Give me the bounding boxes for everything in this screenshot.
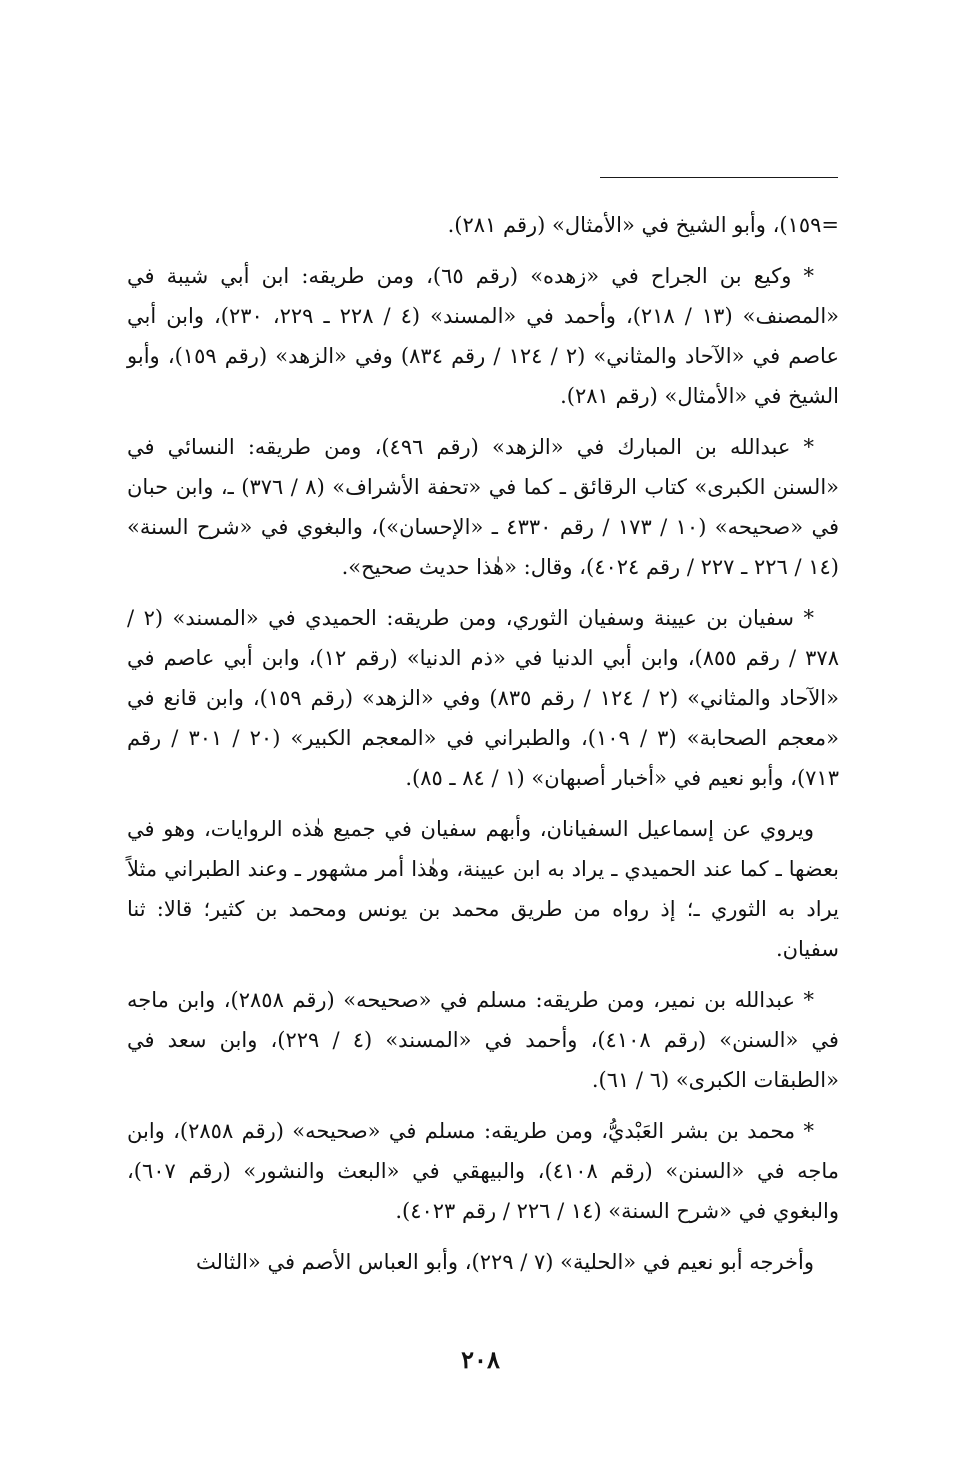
footnotes-block (127, 205, 839, 1282)
footnote-paragraph-2: * وكيع بن الجراح في «زهده» (رقم ٦٥)، ومن طريقه: ابن أبي شيبة في «المصنف» (١٣ / ٢١٨)، وأحمد في «المسند» (٤ / ٢٢٨ ـ ٢٢٩، ٢٣٠)، وابن أبي عاصم في «الآحاد والمثاني» (٢ / ١٢٤ / رقم ٨٣٤) وفي «الزهد» (رقم ١٥٩)، وأبو الشيخ في «الأمثال» (رقم ٢٨١). (127, 264, 839, 408)
footnote-paragraph-4: * سفيان بن عيينة وسفيان الثوري، ومن طريقه: الحميدي في «المسند» (٢ / ٣٧٨ / رقم ٨٥٥)، وابن أبي الدنيا في «ذم الدنيا» (رقم ١٢)، وابن أبي عاصم في «الآحاد والمثاني» (٢ / ١٢٤ / رقم ٨٣٥) وفي «الزهد» (رقم ١٥٩)، وابن قانع في «معجم الصحابة» (٣ / ١٠٩)، والطبراني في «المعجم الكبير» (٢٠ / ٣٠١ / رقم ٧١٣)، وأبو نعيم في «أخبار أصبهان» (١ / ٨٤ ـ ٨٥). (127, 606, 839, 790)
footnote-paragraph-5: ويروي عن إسماعيل السفيانان، وأبهم سفيان في جميع هٰذه الروايات، وهو في بعضها ـ كما عند الحميدي ـ يراد به ابن عيينة، وهٰذا أمر مشهور ـ وعند الطبراني مثلاً يراد به الثوري ـ؛ إذ رواه من طريق محمد بن يونس ومحمد بن كثير؛ قالا: ثنا سفيان. (127, 817, 839, 961)
footnote-separator-rule (600, 177, 838, 178)
page-number: ٢٠٨ (461, 1345, 500, 1374)
footnote-paragraph-7: * محمد بن بشر العَبْديُّ، ومن طريقه: مسلم في «صحيحه» (رقم ٢٨٥٨)، وابن ماجه في «السنن» (رقم ٤١٠٨)، والبيهقي في «البعث والنشور» (رقم ٦٠٧)، والبغوي في «شرح السنة» (١٤ / ٢٢٦ / رقم ٤٠٢٣). (127, 1119, 839, 1223)
footnote-paragraph-3: * عبدالله بن المبارك في «الزهد» (رقم ٤٩٦)، ومن طريقه: النسائي في «السنن الكبرى» كتاب الرقائق ـ كما في «تحفة الأشراف» (٨ / ٣٧٦) ـ، وابن حبان في «صحيحه» (١٠ / ١٧٣ / رقم ٤٣٣٠ ـ «الإحسان»)، والبغوي في «شرح السنة» (١٤ / ٢٢٦ ـ ٢٢٧ / رقم ٤٠٢٤)، وقال: «هٰذا حديث صحيح». (127, 435, 840, 579)
footnote-paragraph-8: وأخرجه أبو نعيم في «الحلية» (٧ / ٢٢٩)، وأبو العباس الأصم في «الثالث (195, 1250, 814, 1274)
footnote-paragraph-6: * عبدالله بن نمير، ومن طريقه: مسلم في «صحيحه» (رقم ٢٨٥٨)، وابن ماجه في «السنن» (رقم ٤١٠٨)، وأحمد في «المسند» (٤ / ٢٢٩)، وابن سعد في «الطبقات الكبرى» (٦ / ٦١). (127, 988, 839, 1092)
footnote-paragraph-1: =١٥٩)، وأبو الشيخ في «الأمثال» (رقم ٢٨١). (447, 213, 839, 237)
